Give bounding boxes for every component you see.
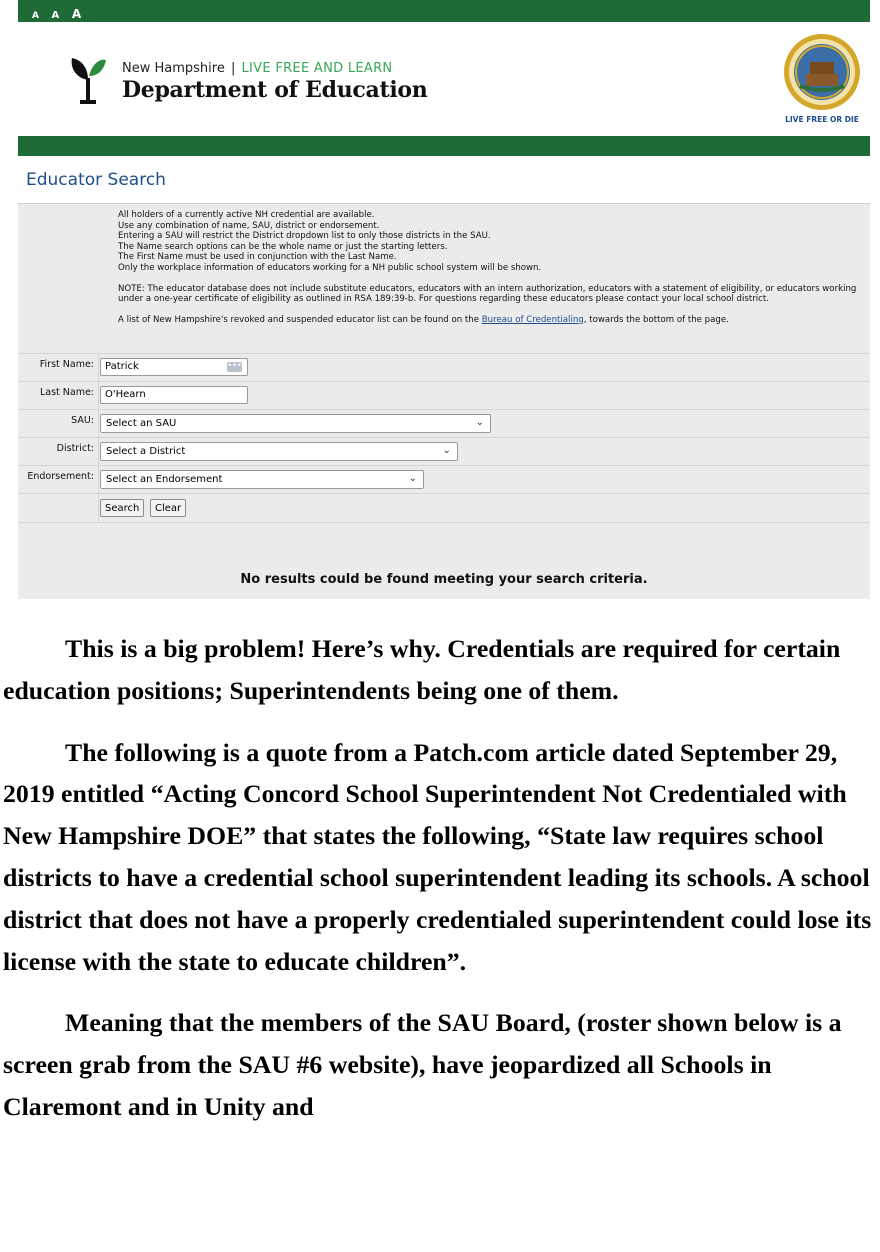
sprout-logo-icon[interactable] xyxy=(68,56,108,104)
state-seal-icon xyxy=(780,32,864,128)
endorsement-select[interactable] xyxy=(100,470,424,489)
first-name-value: Patrick xyxy=(105,361,139,372)
top-bar xyxy=(18,0,870,22)
last-name-input[interactable] xyxy=(100,386,248,404)
search-button[interactable]: Search xyxy=(100,499,144,517)
instruction-line: Only the workplace information of educators working for a NH public school system will be shown. xyxy=(118,262,542,273)
state-name: New Hampshire xyxy=(122,61,225,76)
clear-button[interactable]: Clear xyxy=(150,499,186,517)
site-header xyxy=(18,22,870,136)
district-row xyxy=(18,437,870,466)
instruction-line: The First Name must be used in conjunction with the Last Name. xyxy=(118,252,397,263)
endorsement-row xyxy=(18,465,870,494)
instruction-line: The Name search options can be the whole name or just the starting letters. xyxy=(118,241,448,252)
revoked-list-note xyxy=(118,315,878,326)
text-size-medium-button[interactable]: A xyxy=(51,10,60,21)
article-paragraph-1: This is a big problem! Here’s why. Credentials are required for certain education positions; Superintendents being one of them. xyxy=(3,634,841,705)
page-title: Educator Search xyxy=(26,170,166,190)
autofill-icon[interactable]: ••• xyxy=(227,361,242,370)
article-paragraph-2: The following is a quote from a Patch.com article dated September 29, 2019 entitled “Acting Concord School Superintendent Not Credentialed with New Hampshire DOE” that states the following, “State law requires school districts to have a credential school superintendent leading its schools. A school district that does not have a properly credentialed superintendent could lose its license with the state to educate children”. xyxy=(3,737,872,976)
text-size-controls xyxy=(32,3,88,22)
chevron-down-icon: ⌄ xyxy=(442,445,451,456)
actions-row xyxy=(18,493,870,523)
chevron-down-icon: ⌄ xyxy=(408,473,417,484)
bureau-of-credentialing-link[interactable]: Bureau of Credentialing xyxy=(481,314,584,325)
educator-search-form xyxy=(18,203,870,599)
department-name[interactable]: Department of Education xyxy=(122,77,428,103)
first-name-input[interactable] xyxy=(100,358,248,376)
last-name-row xyxy=(18,381,870,410)
revoked-prefix: A list of New Hampshire's revoked and suspended educator list can be found on the xyxy=(118,314,480,325)
no-results-message: No results could be found meeting your search criteria. xyxy=(240,572,648,587)
instruction-line: All holders of a currently active NH credential are available. xyxy=(118,210,375,220)
article-body xyxy=(3,628,879,1148)
endorsement-label: Endorsement: xyxy=(27,471,94,482)
last-name-label: Last Name: xyxy=(39,387,94,398)
first-name-row xyxy=(18,353,870,382)
text-size-small-button[interactable]: A xyxy=(32,11,39,21)
seal-motto: LIVE FREE OR DIE xyxy=(785,115,859,124)
district-select[interactable] xyxy=(100,442,458,461)
header-separator: | xyxy=(230,61,236,76)
first-name-label: First Name: xyxy=(39,359,94,370)
instruction-line: Entering a SAU will restrict the District dropdown list to only those districts in the SAU. xyxy=(118,231,491,242)
chevron-down-icon: ⌄ xyxy=(475,417,484,428)
article-paragraph-3: Meaning that the members of the SAU Board, (roster shown below is a screen grab from the SAU #6 website), have jeopardized all Schools in Claremont and in Unity and xyxy=(3,1008,842,1121)
district-selected-value: Select a District xyxy=(106,446,186,457)
text-size-large-button[interactable]: A xyxy=(71,7,82,21)
navigation-band xyxy=(18,136,870,156)
sau-selected-value: Select an SAU xyxy=(106,418,177,429)
sau-select[interactable] xyxy=(100,414,491,433)
sau-row xyxy=(18,409,870,438)
district-label: District: xyxy=(56,443,94,454)
sau-label: SAU: xyxy=(71,415,94,426)
state-motto: LIVE FREE AND LEARN xyxy=(241,61,393,76)
revoked-suffix: , towards the bottom of the page. xyxy=(583,314,729,325)
state-line xyxy=(122,61,392,76)
database-note: NOTE: The educator database does not include substitute educators, educators with an intern authorization, educators with a statement of eligibility, or educators working under a one-year certificate of eligibility as outlined in RSA 189:39-b. For questions regarding these educators please contact your local school district. xyxy=(118,283,857,305)
instruction-line: Use any combination of name, SAU, district or endorsement. xyxy=(118,220,380,231)
endorsement-selected-value: Select an Endorsement xyxy=(106,474,223,485)
last-name-value: O'Hearn xyxy=(105,389,146,400)
search-instructions xyxy=(118,210,878,325)
